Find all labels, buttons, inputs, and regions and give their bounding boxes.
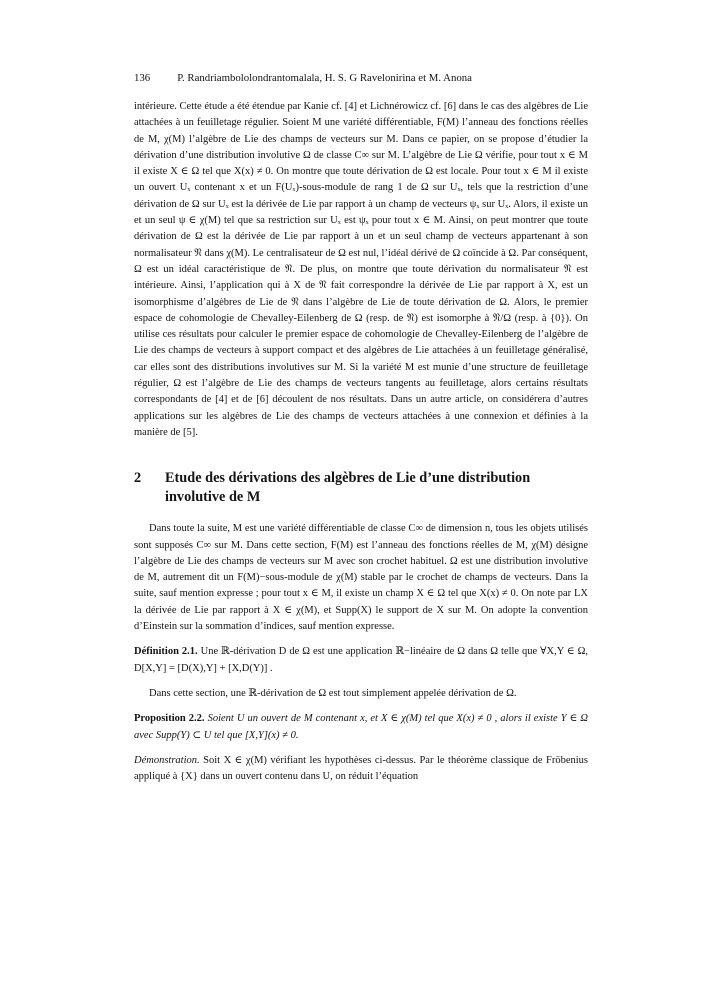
proposition-2-2 bbox=[134, 711, 588, 744]
text-column bbox=[134, 71, 588, 785]
proof-body: Soit X ∈ χ(M) vérifiant les hypothèses ci-dessus. Par le théorème classique de Fröbenius appliqué à {X} dans un ouvert contenu dans U, on réduit l’équation bbox=[134, 754, 589, 783]
section-title: Etude des dérivations des algèbres de Lie d’une distribution involutive de M bbox=[165, 470, 531, 506]
definition-label: Définition 2.1. bbox=[134, 646, 198, 658]
running-header: P. Randriambololondrantomalala, H. S. G Ravelonirina et M. Anona bbox=[177, 72, 472, 84]
section-number: 2 bbox=[134, 470, 142, 487]
page-header bbox=[134, 71, 588, 85]
proof bbox=[134, 753, 588, 786]
definition-2-1 bbox=[134, 644, 588, 677]
paragraph-section-intro: Dans toute la suite, M est une variété différentiable de classe C∞ de dimension n, tous les objets utilisés sont supposés C∞ sur M. Dans cette section, F(M) est l’anneau des fonctions réelles de M, χ(M) désigne l’algèbre de Lie des champs de vecteurs sur M avec son crochet habituel. Ω est une distribution involutive de M, autrement dit un F(M)−sous-module de χ(M) stable par le crochet de champs de vecteurs. Dans la suite, sauf mention expresse ; pour tout x ∈ M, il existe un champ X ∈ Ω tel que X(x) ≠ 0. On note par LX la dérivée de Lie par rapport à X ∈ χ(M), et Supp(X) le support de X sur M. On adopte la convention d’Einstein sur la sommation d’indices, sauf mention expresse. bbox=[134, 523, 588, 633]
page-number: 136 bbox=[134, 72, 151, 84]
paragraph-intro: intérieure. Cette étude a été étendue par Kanie cf. [4] et Lichnérowicz cf. [6] dans le cas des algèbres de Lie attachées à un feuilletage régulier. Soient M une variété différentiable, F(M) l’anneau des fonctions réelles de M, χ(M) l’algèbre de Lie des champs de vecteurs sur M. Dans ce papier, on se propose d’étudier la dérivation d’une distribution involutive Ω de classe C∞ sur M. L’algèbre de Lie Ω vérifie, pour tout x ∈ M il existe X ∈ Ω tel que X(x) ≠ 0. On montre que toute dérivation de Ω est locale. Pour tout x ∈ M il existe un ouvert Uₓ contenant x et un F(Uₓ)-sous-module de rang 1 de Ω sur Uₓ, tels que la restriction d’une dérivation de Ω sur Uₓ est la dérivée de Lie par rapport à un champ de vecteurs ψₓ sur Uₓ. Alors, il existe un et un seul ψ ∈ χ(M) tel que sa restriction sur Uₓ est ψₓ pour tout x ∈ M. Ainsi, on peut montrer que toute dérivation de Ω est la dérivée de Lie par rapport à un et un seul champ de vecteurs appartenant à son normalisateur 𝔑 dans χ(M). Le centralisateur de Ω est nul, l’idéal dérivé de Ω coïncide à Ω. Par conséquent, Ω est un idéal caractéristique de 𝔑. De plus, on montre que toute dérivation du normalisateur 𝔑 est intérieure. Ainsi, l’application qui à X de 𝔑 fait correspondre la dérivée de Lie par rapport à X, est un isomorphisme d’algèbres de Lie de 𝔑 dans l’algèbre de Lie de toute dérivation de Ω. Alors, le premier espace de cohomologie de Chevalley-Eilenberg de Ω (resp. de 𝔑) est isomorphe à 𝔑/Ω (resp. à {0}). On utilise ces résultats pour calculer le premier espace de cohomologie de Chevalley-Eilenberg de l’algèbre de Lie des champs de vecteurs à support compact et des algèbres de Lie attachées à un feuilletage généralisé, car elles sont des distributions involutives sur M. Si la variété M est munie d’une structure de feuilletage régulier, Ω est l’algèbre de Lie des champs de vecteurs tangents au feuilletage, alors certains résultats correspondants de [4] et de [6] découlent de nos résultats. Dans un autre article, on considérera d’autres applications sur les algèbres de Lie des champs de vecteurs attachées à une connexion et définies à la manière de [5]. bbox=[134, 101, 588, 438]
definition-body: Une ℝ-dérivation D de Ω est une application ℝ−linéaire de Ω dans Ω telle que ∀X,Y ∈ Ω, D[X,Y] = [D(X),Y] + [X,D(Y)] . bbox=[134, 646, 589, 674]
proof-label: Démonstration. bbox=[134, 754, 200, 766]
paragraph-definition-note: Dans cette section, une ℝ-dérivation de Ω est tout simplement appelée dérivation de Ω. bbox=[149, 687, 517, 699]
proposition-body: Soient U un ouvert de M contenant x, et X ∈ χ(M) tel que X(x) ≠ 0 , alors il existe Y ∈ Ω avec Supp(Y) ⊂ U tel que [X,Y](x) ≠ 0. bbox=[134, 713, 589, 741]
section-2-heading bbox=[134, 469, 588, 507]
proposition-label: Proposition 2.2. bbox=[134, 713, 205, 725]
